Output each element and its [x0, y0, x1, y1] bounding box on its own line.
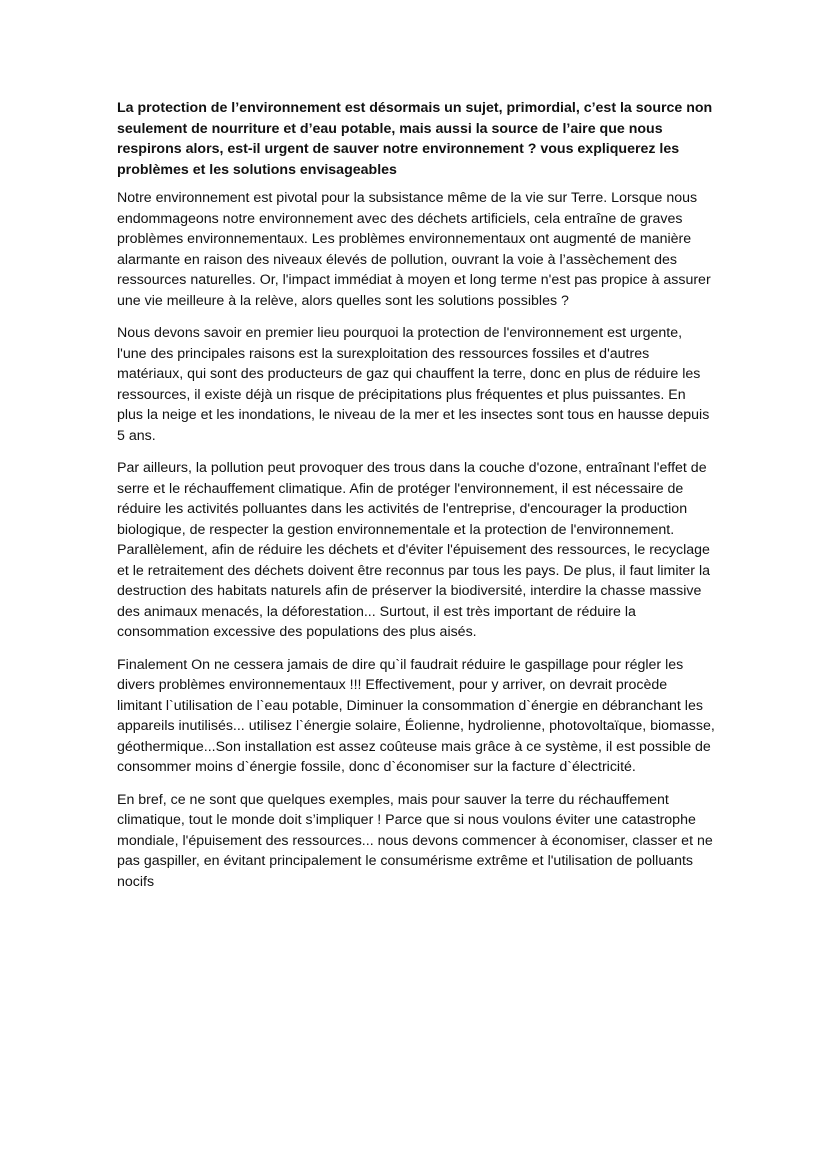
paragraph-waste-reduction: Finalement On ne cessera jamais de dire qu`il faudrait réduire le gaspillage pour régler les divers problèmes environnementaux !!! Effectivement, pour y arriver, on devrait procède limitant l`utilisation de l`eau potable, Diminuer la consommation d`énergie en débranchant les appareils inutilisés... utilisez l`énergie solaire, Éolienne, hydrolienne, photovoltaïque, biomasse, géothermique...Son installation est assez coûteuse mais grâce à ce système, il est possible de consommer moins d`énergie fossile, donc d`économiser sur la facture d`électricité.: [117, 656, 715, 775]
paragraph-pollution-solutions: Par ailleurs, la pollution peut provoquer des trous dans la couche d'ozone, entraînant l'effet de serre et le réchauffement climatique. Afin de protéger l'environnement, il est nécessaire de réduire les activités polluantes dans les activités de l'entreprise, d'encourager la production biologique, de respecter la gestion environnementale et la protection de l'environnement. Parallèlement, afin de réduire les déchets et d'éviter l'épuisement des ressources, le recyclage et le retraitement des déchets doivent être reconnus par tous les pays. De plus, il faut limiter la destruction des habitats naturels afin de préserver la biodiversité, interdire la chasse massive des animaux menacés, la déforestation... Surtout, il est très important de réduire la consommation excessive des populations des plus aisés.: [117, 460, 711, 640]
essay-prompt-title: La protection de l’environnement est désormais un sujet, primordial, c’est la source non seulement de nourriture et d’eau potable, mais aussi la source de l’aire que nous respirons alors, est-il urgent de sauver notre environnement ? vous expliquerez les problèmes et les solutions envisageables: [117, 100, 713, 178]
paragraph-urgency: Nous devons savoir en premier lieu pourquoi la protection de l'environnement est urgente, l'une des principales raisons est la surexploitation des ressources fossiles et d'autres matériaux, qui sont des producteurs de gaz qui chauffent la terre, donc en plus de réduire les ressources, il existe déjà un risque de précipitations plus fréquentes et plus puissantes. En plus la neige et les inondations, le niveau de la mer et les insectes sont tous en hausse depuis 5 ans.: [117, 325, 710, 444]
document-page: [117, 98, 715, 904]
paragraph-conclusion: En bref, ce ne sont que quelques exemples, mais pour sauver la terre du réchauffement climatique, tout le monde doit s’impliquer ! Parce que si nous voulons éviter une catastrophe mondiale, l'épuisement des ressources... nous devons commencer à économiser, classer et ne pas gaspiller, en évitant principalement le consumérisme extrême et l'utilisation de polluants nocifs: [117, 791, 713, 890]
paragraph-introduction: Notre environnement est pivotal pour la subsistance même de la vie sur Terre. Lorsque nous endommageons notre environnement avec des déchets artificiels, cela entraîne de graves problèmes environnementaux. Les problèmes environnementaux ont augmenté de manière alarmante en raison des niveaux élevés de pollution, ouvrant la voie à l’assèchement des ressources naturelles. Or, l'impact immédiat à moyen et long terme n'est pas propice à assurer une vie meilleure à la relève, alors quelles sont les solutions possibles ?: [117, 190, 711, 309]
